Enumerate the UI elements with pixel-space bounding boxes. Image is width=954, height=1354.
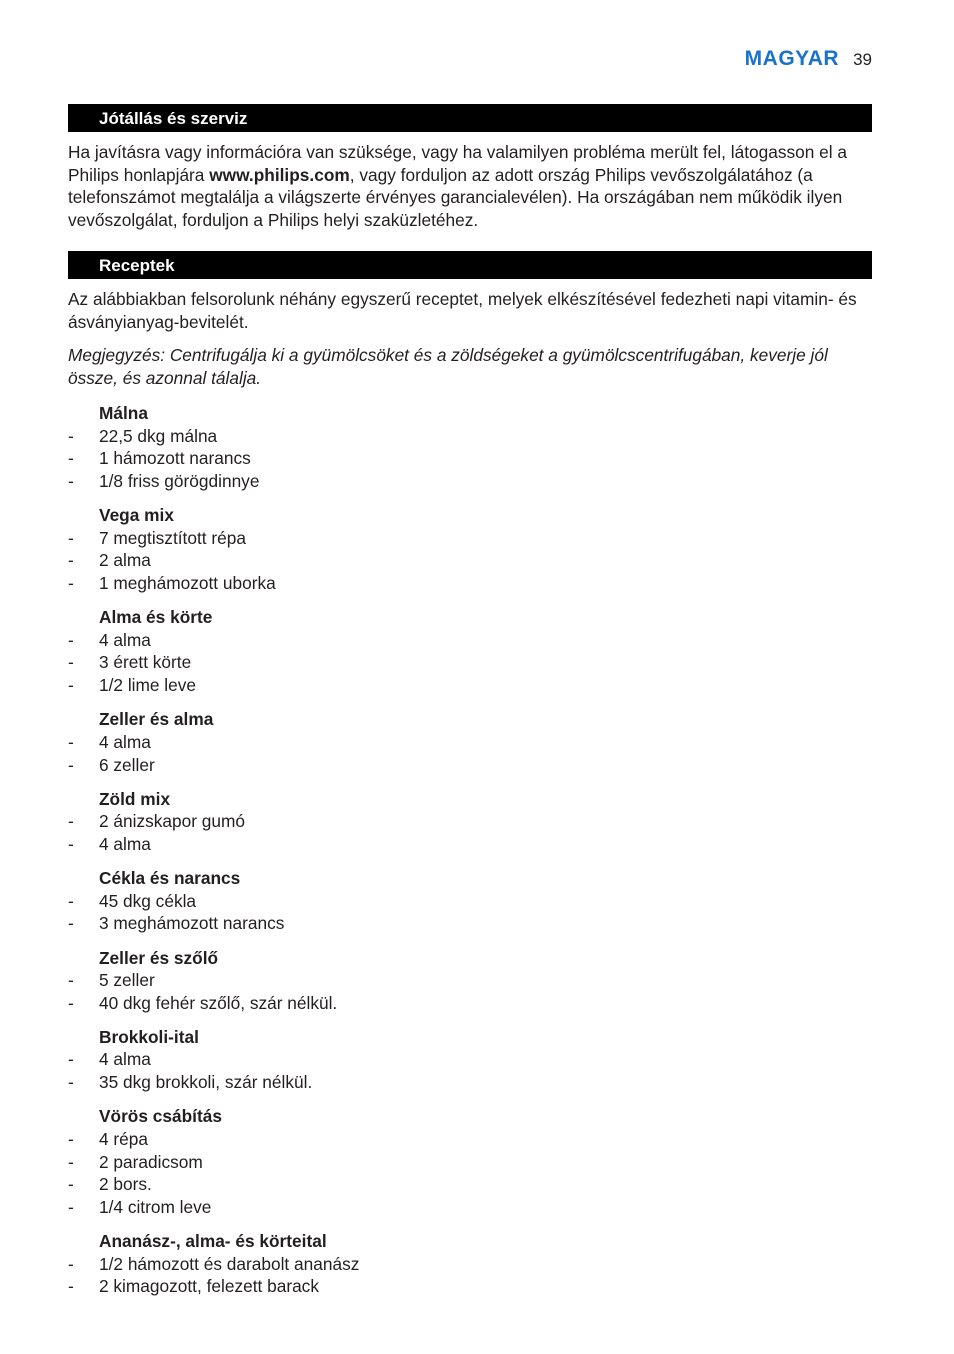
ingredient-item bbox=[68, 1151, 874, 1174]
list-dash: - bbox=[68, 731, 74, 752]
recipe-list bbox=[68, 402, 874, 1310]
list-dash: - bbox=[68, 527, 74, 548]
warranty-text-after: , vagy forduljon az adott ország Philips vevőszolgálatához (a telefonszámot megtalálja a világszerte érvényes garancialevélen). Ha országában nem működik ilyen vevőszolgálat, forduljon a Philips helyi szaküzletéhez. bbox=[68, 164, 843, 230]
list-dash: - bbox=[68, 675, 74, 696]
list-dash: - bbox=[68, 890, 74, 911]
recipe-title: Zöld mix bbox=[99, 788, 171, 809]
list-dash: - bbox=[68, 629, 74, 650]
ingredient-text: 4 alma bbox=[99, 731, 151, 752]
list-dash: - bbox=[68, 573, 74, 594]
list-dash: - bbox=[68, 448, 74, 469]
ingredient-text: 2 ánizskapor gumó bbox=[99, 811, 246, 832]
list-dash: - bbox=[68, 550, 74, 571]
ingredient-text: 2 alma bbox=[99, 550, 151, 571]
recipe-title: Málna bbox=[99, 403, 148, 423]
warranty-paragraph bbox=[68, 141, 874, 231]
ingredient-item bbox=[68, 969, 874, 992]
list-dash: - bbox=[68, 913, 74, 934]
recipe-title: Ananász-, alma- és körteital bbox=[99, 1231, 327, 1252]
ingredient-item bbox=[68, 1048, 874, 1071]
list-dash: - bbox=[68, 833, 74, 854]
recipes-intro: Az alábbiakban felsorolunk néhány egyszerű receptet, melyek elkészítésével fedezheti napi vitamin- és ásványianyag-bevitelét. bbox=[68, 289, 857, 332]
list-dash: - bbox=[68, 970, 74, 991]
ingredient-text: 40 dkg fehér szőlő, szár nélkül. bbox=[99, 992, 338, 1013]
ingredient-text: 1/2 lime leve bbox=[99, 675, 197, 696]
ingredient-text: 3 érett körte bbox=[99, 652, 192, 673]
ingredient-item bbox=[68, 1275, 874, 1298]
ingredient-text: 1/8 friss görögdinnye bbox=[99, 470, 260, 491]
ingredient-item bbox=[68, 833, 874, 856]
ingredient-text: 4 alma bbox=[99, 629, 151, 650]
ingredient-item bbox=[68, 1128, 874, 1151]
ingredient-item bbox=[68, 572, 874, 595]
ingredient-item bbox=[68, 754, 874, 777]
philips-website-link[interactable]: www.philips.com bbox=[209, 164, 350, 185]
list-dash: - bbox=[68, 992, 74, 1013]
ingredient-text: 1/2 hámozott és darabolt ananász bbox=[99, 1253, 360, 1274]
ingredient-item bbox=[68, 425, 874, 448]
ingredient-text: 4 alma bbox=[99, 833, 151, 854]
ingredient-item bbox=[68, 1196, 874, 1219]
ingredient-text: 4 répa bbox=[99, 1128, 149, 1149]
ingredient-text: 2 bors. bbox=[99, 1174, 152, 1195]
recipe-block bbox=[68, 402, 874, 493]
ingredient-item bbox=[68, 549, 874, 572]
ingredient-text: 6 zeller bbox=[99, 754, 155, 775]
recipes-note: Megjegyzés: Centrifugálja ki a gyümölcsöket és a zöldségeket a gyümölcscentrifugában, keverje jól össze, és azonnal tálalja. bbox=[68, 345, 828, 388]
ingredient-text: 2 kimagozott, felezett barack bbox=[99, 1276, 319, 1297]
ingredient-text: 1 meghámozott uborka bbox=[99, 573, 276, 594]
recipe-block bbox=[68, 504, 874, 595]
ingredient-item bbox=[68, 890, 874, 913]
section-heading-warranty: Jótállás és szerviz bbox=[68, 104, 872, 132]
recipe-block bbox=[68, 1026, 874, 1094]
list-dash: - bbox=[68, 754, 74, 775]
ingredient-item bbox=[68, 992, 874, 1015]
ingredient-item bbox=[68, 731, 874, 754]
page-number: 39 bbox=[853, 50, 872, 69]
recipe-block bbox=[68, 708, 874, 776]
recipe-title: Zeller és alma bbox=[99, 709, 214, 730]
ingredient-item bbox=[68, 651, 874, 674]
ingredient-item bbox=[68, 912, 874, 935]
list-dash: - bbox=[68, 1253, 74, 1274]
list-dash: - bbox=[68, 811, 74, 832]
list-dash: - bbox=[68, 652, 74, 673]
section-heading-recipes: Receptek bbox=[68, 251, 872, 279]
ingredient-text: 1 hámozott narancs bbox=[99, 448, 251, 469]
ingredient-text: 7 megtisztított répa bbox=[99, 527, 246, 548]
ingredient-item bbox=[68, 470, 874, 493]
list-dash: - bbox=[68, 1196, 74, 1217]
list-dash: - bbox=[68, 1174, 74, 1195]
recipe-block bbox=[68, 788, 874, 856]
ingredient-text: 1/4 citrom leve bbox=[99, 1196, 212, 1217]
ingredient-text: 2 paradicsom bbox=[99, 1151, 203, 1172]
language-label: MAGYAR bbox=[744, 47, 840, 70]
list-dash: - bbox=[68, 1151, 74, 1172]
list-dash: - bbox=[68, 1072, 74, 1093]
ingredient-item bbox=[68, 447, 874, 470]
recipe-title: Alma és körte bbox=[99, 607, 213, 628]
warranty-text-before: Ha javításra vagy információra van szüksége, vagy ha valamilyen probléma merült fel, látogasson el a Philips honlapjára bbox=[68, 142, 847, 185]
recipe-block bbox=[68, 1230, 874, 1298]
ingredient-item bbox=[68, 629, 874, 652]
list-dash: - bbox=[68, 470, 74, 491]
recipe-title: Zeller és szőlő bbox=[99, 947, 219, 968]
list-dash: - bbox=[68, 425, 74, 446]
recipe-title: Brokkoli-ital bbox=[99, 1026, 199, 1047]
ingredient-text: 45 dkg cékla bbox=[99, 890, 197, 911]
ingredient-text: 22,5 dkg málna bbox=[99, 425, 218, 446]
ingredient-item bbox=[68, 674, 874, 697]
recipe-title: Vega mix bbox=[99, 505, 174, 526]
ingredient-item bbox=[68, 810, 874, 833]
recipe-block bbox=[68, 1105, 874, 1218]
ingredient-item bbox=[68, 1173, 874, 1196]
ingredient-text: 5 zeller bbox=[99, 970, 155, 991]
page-header bbox=[745, 47, 872, 71]
recipe-title: Vörös csábítás bbox=[99, 1106, 222, 1127]
list-dash: - bbox=[68, 1276, 74, 1297]
list-dash: - bbox=[68, 1049, 74, 1070]
recipe-block bbox=[68, 867, 874, 935]
list-dash: - bbox=[68, 1128, 74, 1149]
recipe-block bbox=[68, 606, 874, 697]
recipe-title: Cékla és narancs bbox=[99, 868, 241, 889]
ingredient-text: 3 meghámozott narancs bbox=[99, 913, 285, 934]
ingredient-text: 35 dkg brokkoli, szár nélkül. bbox=[99, 1072, 313, 1093]
recipe-block bbox=[68, 947, 874, 1015]
ingredient-item bbox=[68, 527, 874, 550]
ingredient-item bbox=[68, 1071, 874, 1094]
ingredient-item bbox=[68, 1253, 874, 1276]
ingredient-text: 4 alma bbox=[99, 1049, 151, 1070]
